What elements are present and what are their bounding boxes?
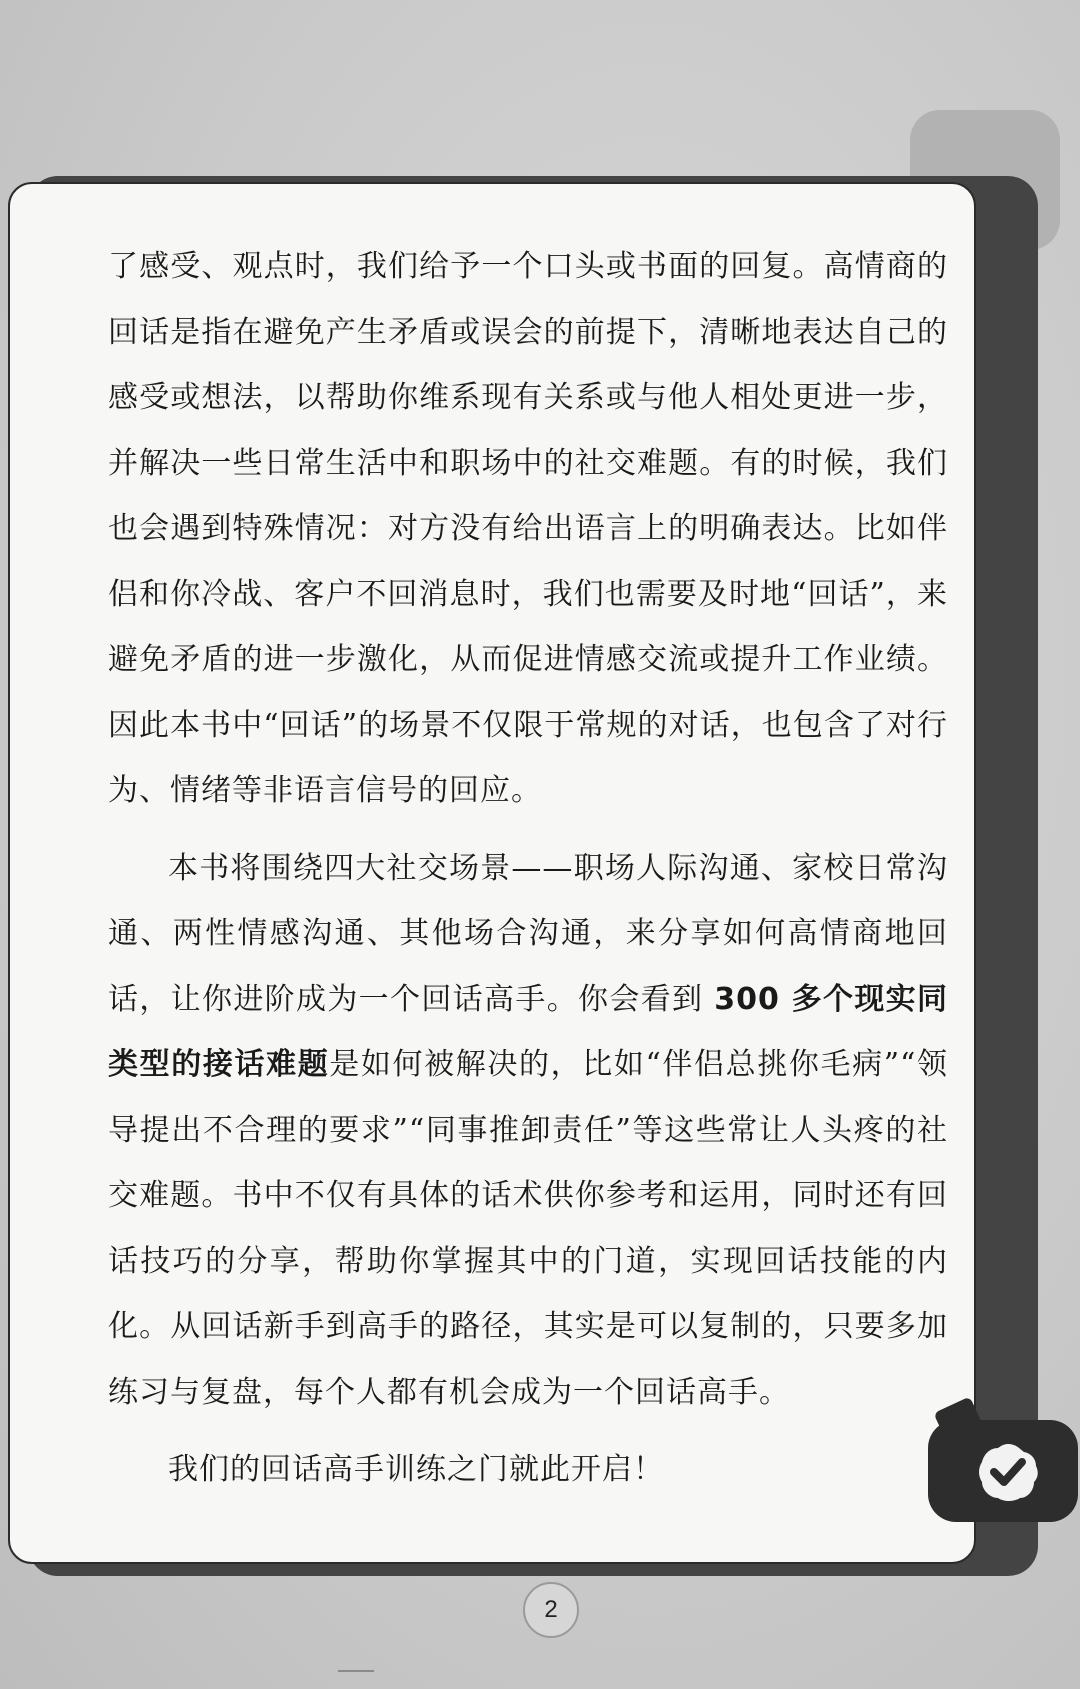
paragraph-3: 我们的回话高手训练之门就此开启！ xyxy=(168,1452,664,1487)
paragraph-1: 了感受、观点时，我们给予一个口头或书面的回复。高情商的回话是指在避免产生矛盾或误会的前提下，清晰地表达自己的感受或想法，以帮助你维系现有关系或与他人相处更进一步，并解决一些日常生活中和职场中的社交难题。有的时候，我们也会遇到特殊情况：对方没有给出语言上的明确表达。比如伴侣和你冷战、客户不回消息时，我们也需要及时地“回话”，来避免矛盾的进一步激化，从而促进情感交流或提升工作业绩。因此本书中“回话”的场景不仅限于常规的对话，也包含了对行为、情绪等非语言信号的回应。 xyxy=(108,249,948,808)
paragraph-2 xyxy=(108,836,948,1426)
check-bubble-icon xyxy=(976,1440,1040,1504)
paragraph-2-text-before: 本书将围绕四大社交场景——职场人际沟通、家校日常沟通、两性情感沟通、其他场合沟通，来分享如何高情商地回话，让你进阶成为一个回话高手。你会看到 xyxy=(108,850,948,1017)
paragraph-2-text-after: 是如何被解决的，比如“伴侣总挑你毛病”“领导提出不合理的要求”“同事推卸责任”等这些常让人头疼的社交难题。书中不仅有具体的话术供你参考和运用，同时还有回话技巧的分享，帮助你掌握其中的门道，实现回话技能的内化。从回话新手到高手的路径，其实是可以复制的，只要多加练习与复盘，每个人都有机会成为一个回话高手。 xyxy=(108,1047,949,1410)
paragraph-2-bold-text: 300 多个现实同类型的接话难题 xyxy=(108,981,948,1082)
page-number: 2 xyxy=(544,1596,558,1623)
page-number-badge xyxy=(523,1582,579,1638)
footer-rule xyxy=(338,1670,374,1672)
body-text xyxy=(108,234,948,1503)
